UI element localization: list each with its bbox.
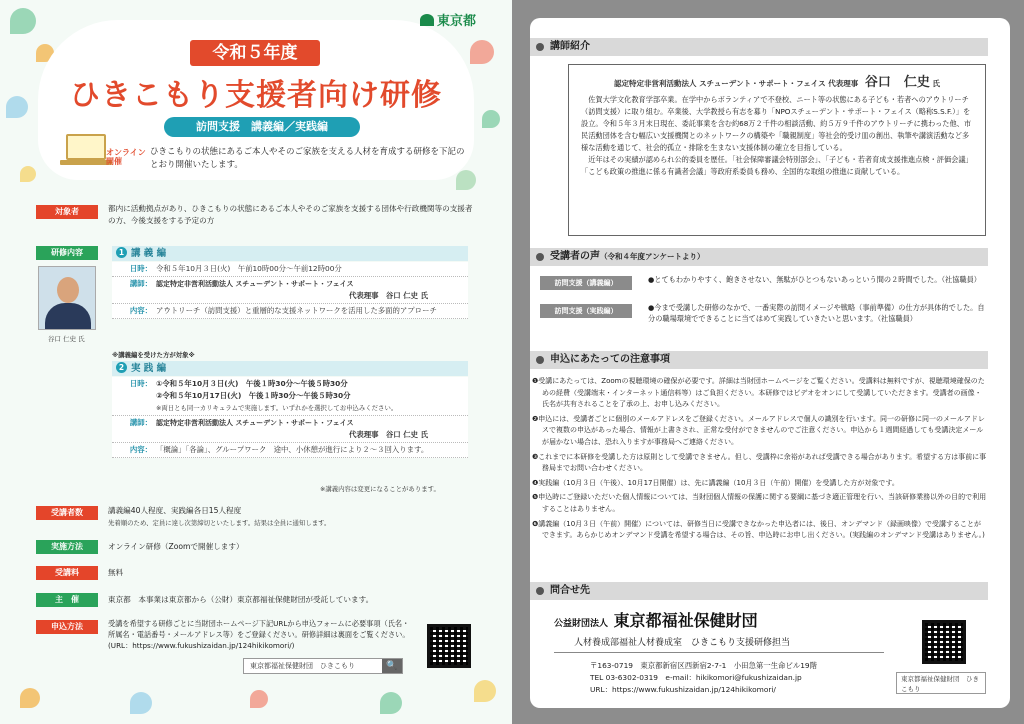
contact-section-header <box>530 582 988 600</box>
lecturer-photo <box>38 266 96 330</box>
leaf-decoration <box>470 40 494 64</box>
contact-address <box>590 660 817 696</box>
voice-tag-practice: 訪問支援（実践編） <box>540 304 632 318</box>
leaf-decoration <box>456 170 476 190</box>
practice-details <box>112 377 468 458</box>
tokyo-logo-text: 東京都 <box>436 14 476 29</box>
courses-label: 研修内容 <box>36 246 98 260</box>
lecture-teacher <box>156 278 468 302</box>
foundation-name: 東京都福祉保健財団 <box>613 611 758 630</box>
voice-tag-lecture: 訪問支援（講義編） <box>540 276 632 290</box>
practice-teacher-key: 講師： <box>129 418 152 427</box>
practice-teacher-org: 認定特定非営利活動法人 スチューデント・サポート・フェイス <box>156 419 354 427</box>
practice-title: 実 践 編 <box>131 363 167 374</box>
host-label: 主 催 <box>36 593 98 607</box>
practice-dates <box>156 378 468 414</box>
online-tag-line2: 開催 <box>106 157 122 166</box>
fee-text: 無料 <box>108 568 124 577</box>
capacity-text <box>108 505 488 529</box>
search-box-right[interactable]: 東京都福祉保健財団 ひきこもり <box>896 672 986 694</box>
practice-teacher <box>156 417 468 441</box>
laptop-icon <box>66 134 106 160</box>
bio-section-title: 講師紹介 <box>550 41 590 52</box>
bio-suffix: 氏 <box>932 79 940 88</box>
foundation-corp-type: 公益財団法人 <box>554 619 609 629</box>
note-item: ❸これまでに本研修を受講した方は原則として受講できません。但し、受講枠に余裕があれば受講できる場合があります。希望する方は事前に事務局までお問い合わせください。 <box>532 452 987 473</box>
photo-body <box>45 303 91 330</box>
online-tag <box>106 148 146 166</box>
apply-text: 受講を希望する研修ごとに当財団ホームページ下記URLから申込フォームに必要事項（氏名・所属名・電話番号・メールアドレス等）をご登録ください。研修詳細は裏面をご覧ください。(URL：https://www.fukushizaidan.jp/124hikikomori/) <box>108 619 410 650</box>
leaf-decoration <box>482 110 500 128</box>
bio-heading <box>581 71 973 90</box>
change-note: ※講義内容は変更になることがあります。 <box>320 485 440 493</box>
voice-text-practice: ●今まで受講した研修のなかで、一番実際の訪問イメージや戦略（事前準備）の仕方が具体的でした。自分の職場環境でできることに当てはめて実践していきたいと思います。（社協職員） <box>648 303 985 323</box>
fee-label: 受講料 <box>36 566 98 580</box>
voice-section-note: （令和４年度アンケートより） <box>600 252 705 261</box>
contact-section-title: 問合せ先 <box>550 585 590 596</box>
notes-section-header <box>530 351 988 369</box>
target-label: 対象者 <box>36 205 98 219</box>
bio-section-header <box>530 38 988 56</box>
leaf-decoration <box>6 96 28 118</box>
capacity-text-1: 講義編40人程度、実践編各日15人程度 <box>108 506 242 515</box>
practice-note: ※講義編を受けた方が対象※ <box>112 351 195 359</box>
host-text: 東京都 本事業は東京都から（公財）東京都福祉保健財団が受託しています。 <box>108 595 374 604</box>
leaf-decoration <box>380 692 402 714</box>
target-text: 都内に活動拠点があり、ひきこもりの状態にあるご本人やそのご家族を支援する団体や行政機関等の支援者の方、今後支援をする予定の方 <box>108 204 473 225</box>
practice-date-key: 日時： <box>129 379 152 388</box>
bio-text-1: 佐賀大学文化教育学部卒業。在学中からボランティアで不登校、ニート等の状態にある子ども・若者へのアウトリーチ（訪問支援）に取り組む。卒業後、大学教授ら有志を募り「NPOスチューデント・サポート・フェイス（略称S.S.F.）」を設立。令和５年３月末日現在、委託事業を含む約68万２千件の相談活動、約５万９千件のアウトリーチに携わった他、市民活動団体を含む幅広い支援機関とのネットワークの構築や「職親制度」等社会的受け皿の創出、執筆や講演活動など多様な活動を通じて、社会的孤立・排除を生まない支援体制の確立を目指している。 <box>581 95 972 152</box>
contact-department: 人材養成部福祉人材養成室 ひきこもり支援研修担当 <box>574 638 791 648</box>
capacity-text-2: 先着順のため、定員に達し次第締切といたします。結果は全員に通知します。 <box>108 519 331 527</box>
search-box-left[interactable] <box>243 658 403 674</box>
bio-name: 谷口 仁史 <box>864 75 930 90</box>
practice-number-badge: 2 <box>116 362 127 373</box>
bio-org: 認定特定非営利活動法人 スチューデント・サポート・フェイス 代表理事 <box>613 79 859 88</box>
lecture-heading <box>112 246 468 261</box>
voice-text-lecture: ●とてもわかりやすく、飽きさせない、無駄がひとつもないあっという間の２時間でした。（社協職員） <box>648 275 981 284</box>
note-item: ❷申込には、受講者ごとに個別のメールアドレスをご登録ください。メールアドレスで個人の識別を行います。同一の研修に同一のメールアドレスで複数の申込があった場合、情報が上書きされ、正常な受付ができませんのでご注意ください。申込から１週間経過しても受講決定メールが届かない場合は、恐れ入りますが事務局へご連絡ください。 <box>532 414 985 446</box>
bio-text-2: 近年はその実績が認められ公的委員を歴任。「社会保障審議会特別部会」、「子ども・若者育成支援推進点検・評価会議」「こども政策の推進に係る有識者会議」等政府系委員も務め、全国的な取組の推進に貢献している。 <box>581 155 973 176</box>
practice-date-2: ②令和５年10月17日(火) 午後１時30分～午後５時30分 <box>156 391 351 400</box>
laptop-base-icon <box>60 160 112 165</box>
intro-text: ひきこもりの状態にあるご本人やそのご家族を支える人材を育成する研修を下記のとおり開催いたします。 <box>150 147 465 170</box>
page-subtitle: 訪問支援 講義編／実践編 <box>164 117 360 137</box>
lecture-content-key: 内容： <box>129 306 152 315</box>
tokyo-mark-icon <box>420 14 434 26</box>
lecture-teacher-key: 講師： <box>129 279 152 288</box>
lecture-teacher-name: 代表理事 谷口 仁史 氏 <box>348 291 428 300</box>
leaf-decoration <box>474 680 496 702</box>
practice-date-note: ※両日とも同一カリキュラムで実施します。いずれかを選択してお申込みください。 <box>156 404 398 412</box>
notes-list <box>532 376 988 545</box>
contact-url[interactable]: URL：https://www.fukushizaidan.jp/124hikikomori/ <box>590 685 776 694</box>
lecture-details <box>112 262 468 319</box>
lecture-number-badge: 1 <box>116 247 127 258</box>
note-item: ❹実践編（10月３日（午後）、10月17日開催）は、先に講義編（10月３日（午前）開催）を受講した方が対象です。 <box>532 478 899 487</box>
lecture-date-key: 日時： <box>129 264 152 273</box>
leaf-decoration <box>10 8 36 34</box>
lecture-date: 令和５年10月３日(火) 午前10時00分～午前12時00分 <box>156 264 342 273</box>
search-box-left-text: 東京都福祉保健財団 ひきこもり <box>250 662 355 670</box>
title-year: 令和５年度 <box>190 40 320 66</box>
leaf-decoration <box>20 166 36 182</box>
foundation-logo <box>554 608 758 631</box>
bio-box <box>568 64 986 236</box>
tokyo-logo <box>420 10 476 29</box>
practice-date-1: ①令和５年10月３日(火) 午後１時30分～午後５時30分 <box>156 379 348 388</box>
apply-label: 申込方法 <box>36 620 98 634</box>
notes-section-title: 申込にあたっての注意事項 <box>550 354 670 365</box>
leaf-decoration <box>250 690 268 708</box>
capacity-label: 受講者数 <box>36 506 98 520</box>
method-label: 実施方法 <box>36 540 98 554</box>
contact-tel-email: TEL 03-6302-0319 e-mail：hikikomori@fukushizaidan.jp <box>590 673 802 682</box>
lecture-title: 講 義 編 <box>131 248 167 259</box>
leaf-decoration <box>130 692 152 714</box>
practice-teacher-name: 代表理事 谷口 仁史 氏 <box>348 430 428 439</box>
note-item: ❻講義編（10月３日（午前）開催）については、研修当日に受講できなかった申込者には、後日、オンデマンド（録画映像）で受講することができます。あらかじめオンデマンド受講を希望する場合は、その旨、申込時にお申し出ください。(実践編のオンデマンド受講はありません。) <box>532 519 985 540</box>
practice-heading <box>112 361 468 376</box>
lecture-teacher-org: 認定特定非営利活動法人 スチューデント・サポート・フェイス <box>156 280 354 288</box>
page-title: ひきこもり支援者向け研修 <box>70 78 442 113</box>
note-item: ❺申込時にご登録いただいた個人情報については、当財団個人情報の保護に関する要綱に基づき適正管理を行い、当該研修業務以外の目的で利用することはありません。 <box>532 493 987 513</box>
voice-section-title: 受講者の声 <box>550 251 600 262</box>
contact-address-line: 〒163-0719 東京都新宿区西新宿2-7-1 小田急第一生命ビル19階 <box>590 661 818 670</box>
leaf-decoration <box>20 688 40 708</box>
voice-section-header <box>530 248 988 266</box>
qr-code-right[interactable] <box>922 620 966 664</box>
photo-head <box>57 277 79 303</box>
practice-content: 「概論」「各論」、グループワーク 途中、小休憩が進行により２～３回入ります。 <box>156 445 429 454</box>
note-item: ❶受講にあたっては、Zoomの視聴環境の確保が必要です。詳細は当財団ホームページをご覧ください。受講料は無料ですが、視聴環境確保のための経費（受講端末・インターネット通信料等）はご負担ください。本研修ではビデオをオンにして受講していただきます。受講者の画像・氏名が共有されることを了承の上、お申し込みください。 <box>532 377 985 409</box>
photo-caption: 谷口 仁史 氏 <box>48 335 85 343</box>
search-icon[interactable]: 🔍 <box>382 659 402 673</box>
lecture-content: アウトリーチ（訪問支援）と重層的な支援ネットワークを活用した多面的アプローチ <box>156 306 437 315</box>
contact-divider <box>554 652 884 653</box>
method-text: オンライン研修（Zoomで開催します） <box>108 542 244 551</box>
practice-content-key: 内容： <box>129 445 152 454</box>
online-tag-line1: オンライン <box>106 148 146 157</box>
qr-code-left[interactable] <box>427 624 471 668</box>
